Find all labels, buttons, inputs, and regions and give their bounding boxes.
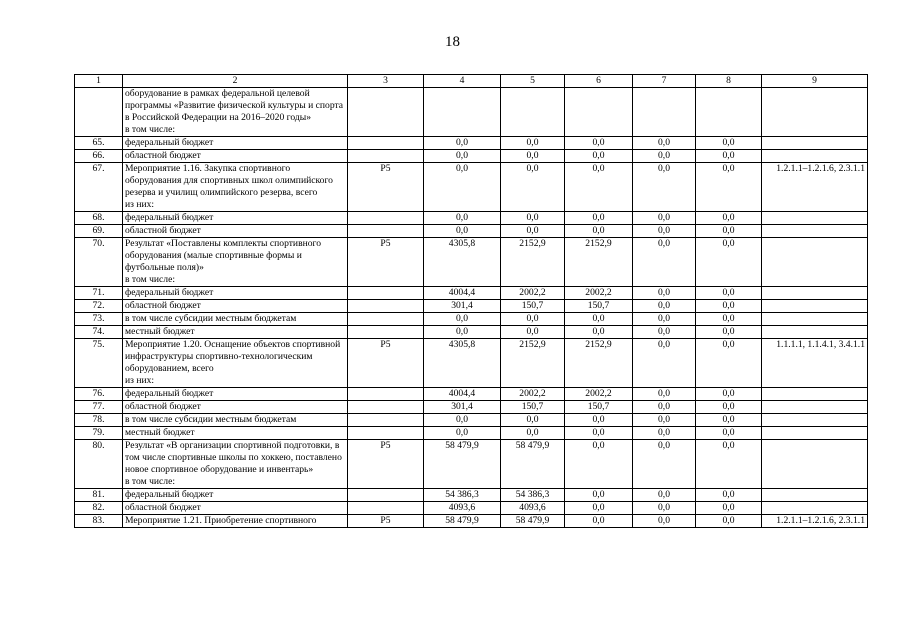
table-row	[75, 238, 868, 287]
row-year-2: 0,0	[565, 313, 633, 326]
row-indicators	[762, 326, 868, 339]
row-total: 0,0	[424, 163, 501, 212]
table-row	[75, 212, 868, 225]
row-indicators	[762, 137, 868, 150]
row-year-3: 0,0	[633, 163, 696, 212]
row-indicators: 1.2.1.1–1.2.1.6, 2.3.1.1	[762, 163, 868, 212]
row-description: областной бюджет	[123, 502, 348, 515]
row-code	[348, 388, 424, 401]
row-description: Мероприятие 1.21. Приобретение спортивного	[123, 515, 348, 528]
row-year-1: 2152,9	[501, 238, 565, 287]
budget-table	[74, 74, 868, 528]
row-year-3: 0,0	[633, 489, 696, 502]
row-code: Р5	[348, 163, 424, 212]
row-description: федеральный бюджет	[123, 388, 348, 401]
row-year-1: 2002,2	[501, 287, 565, 300]
table-row	[75, 225, 868, 238]
row-year-1: 2002,2	[501, 388, 565, 401]
row-number: 79.	[75, 427, 123, 440]
row-number: 69.	[75, 225, 123, 238]
row-description: федеральный бюджет	[123, 212, 348, 225]
row-number: 72.	[75, 300, 123, 313]
table-row	[75, 502, 868, 515]
row-total: 4305,8	[424, 238, 501, 287]
row-year-3: 0,0	[633, 287, 696, 300]
row-indicators	[762, 150, 868, 163]
row-year-3: 0,0	[633, 225, 696, 238]
table-row	[75, 313, 868, 326]
row-year-1: 0,0	[501, 150, 565, 163]
table-row	[75, 489, 868, 502]
row-year-4: 0,0	[696, 339, 762, 388]
row-year-3: 0,0	[633, 339, 696, 388]
row-year-1: 2152,9	[501, 339, 565, 388]
table-row	[75, 339, 868, 388]
row-year-2: 0,0	[565, 515, 633, 528]
row-year-3: 0,0	[633, 212, 696, 225]
row-number: 83.	[75, 515, 123, 528]
row-description: в том числе субсидии местным бюджетам	[123, 313, 348, 326]
row-number: 68.	[75, 212, 123, 225]
row-code	[348, 300, 424, 313]
row-year-3: 0,0	[633, 326, 696, 339]
row-number	[75, 88, 123, 137]
row-indicators	[762, 88, 868, 137]
row-code	[348, 326, 424, 339]
row-description: областной бюджет	[123, 300, 348, 313]
row-year-2: 2002,2	[565, 287, 633, 300]
row-year-1: 150,7	[501, 401, 565, 414]
row-total: 4093,6	[424, 502, 501, 515]
row-number: 77.	[75, 401, 123, 414]
row-description: Мероприятие 1.16. Закупка спортивного оборудования для спортивных школ олимпийского резерва и училищ олимпийского резерва, всего из них:	[123, 163, 348, 212]
row-year-3: 0,0	[633, 440, 696, 489]
table-row	[75, 150, 868, 163]
row-year-3: 0,0	[633, 313, 696, 326]
header-cell: 2	[123, 75, 348, 88]
row-year-2: 0,0	[565, 225, 633, 238]
row-description: областной бюджет	[123, 225, 348, 238]
table-row	[75, 326, 868, 339]
row-number: 65.	[75, 137, 123, 150]
row-year-4: 0,0	[696, 212, 762, 225]
row-number: 80.	[75, 440, 123, 489]
table-row	[75, 300, 868, 313]
table-row	[75, 287, 868, 300]
row-year-2: 2002,2	[565, 388, 633, 401]
row-total: 0,0	[424, 427, 501, 440]
row-year-1: 0,0	[501, 225, 565, 238]
row-number: 81.	[75, 489, 123, 502]
row-number: 71.	[75, 287, 123, 300]
row-indicators	[762, 238, 868, 287]
row-year-2: 0,0	[565, 414, 633, 427]
row-description: местный бюджет	[123, 326, 348, 339]
table-row	[75, 427, 868, 440]
header-cell: 5	[501, 75, 565, 88]
row-code: Р5	[348, 339, 424, 388]
row-description: федеральный бюджет	[123, 489, 348, 502]
header-row	[75, 75, 868, 88]
row-year-1: 0,0	[501, 137, 565, 150]
row-indicators	[762, 212, 868, 225]
row-total: 301,4	[424, 300, 501, 313]
row-number: 66.	[75, 150, 123, 163]
row-year-3: 0,0	[633, 238, 696, 287]
row-year-2: 0,0	[565, 150, 633, 163]
row-year-1: 4093,6	[501, 502, 565, 515]
row-year-1: 0,0	[501, 427, 565, 440]
row-year-4: 0,0	[696, 427, 762, 440]
row-number: 82.	[75, 502, 123, 515]
row-total: 0,0	[424, 326, 501, 339]
row-indicators	[762, 414, 868, 427]
row-year-4: 0,0	[696, 225, 762, 238]
table-row	[75, 163, 868, 212]
row-code	[348, 212, 424, 225]
row-code: Р5	[348, 440, 424, 489]
row-year-2: 150,7	[565, 401, 633, 414]
row-year-1: 0,0	[501, 326, 565, 339]
header-cell: 6	[565, 75, 633, 88]
row-year-2: 0,0	[565, 489, 633, 502]
row-year-3: 0,0	[633, 150, 696, 163]
row-year-4: 0,0	[696, 137, 762, 150]
row-code	[348, 401, 424, 414]
row-code	[348, 150, 424, 163]
row-indicators	[762, 440, 868, 489]
row-total: 58 479,9	[424, 440, 501, 489]
row-total: 0,0	[424, 137, 501, 150]
row-code	[348, 414, 424, 427]
row-number: 75.	[75, 339, 123, 388]
header-cell: 4	[424, 75, 501, 88]
row-total: 4004,4	[424, 388, 501, 401]
row-number: 73.	[75, 313, 123, 326]
row-year-2: 0,0	[565, 163, 633, 212]
row-year-1: 0,0	[501, 212, 565, 225]
row-year-4: 0,0	[696, 287, 762, 300]
row-number: 67.	[75, 163, 123, 212]
row-year-4: 0,0	[696, 440, 762, 489]
row-year-2: 0,0	[565, 502, 633, 515]
row-year-4: 0,0	[696, 414, 762, 427]
row-year-3: 0,0	[633, 427, 696, 440]
row-code	[348, 313, 424, 326]
row-year-4: 0,0	[696, 515, 762, 528]
row-code	[348, 489, 424, 502]
row-year-3: 0,0	[633, 414, 696, 427]
table-row	[75, 414, 868, 427]
row-total: 0,0	[424, 225, 501, 238]
row-total: 4305,8	[424, 339, 501, 388]
row-year-1: 58 479,9	[501, 515, 565, 528]
header-cell: 1	[75, 75, 123, 88]
row-description: федеральный бюджет	[123, 137, 348, 150]
table-row	[75, 401, 868, 414]
table-row	[75, 388, 868, 401]
row-year-2	[565, 88, 633, 137]
row-code	[348, 225, 424, 238]
page-number: 18	[445, 34, 460, 50]
row-indicators	[762, 388, 868, 401]
row-year-2: 0,0	[565, 440, 633, 489]
row-indicators	[762, 427, 868, 440]
row-indicators: 1.2.1.1–1.2.1.6, 2.3.1.1	[762, 515, 868, 528]
row-year-2: 0,0	[565, 212, 633, 225]
row-total: 0,0	[424, 212, 501, 225]
row-number: 74.	[75, 326, 123, 339]
row-year-2: 0,0	[565, 326, 633, 339]
row-indicators	[762, 313, 868, 326]
row-year-3: 0,0	[633, 401, 696, 414]
row-indicators	[762, 401, 868, 414]
row-year-2: 0,0	[565, 427, 633, 440]
row-description: оборудование в рамках федеральной целевой программы «Развитие физической культуры и спорта в Российской Федерации на 2016–2020 годы» в том числе:	[123, 88, 348, 137]
row-number: 78.	[75, 414, 123, 427]
row-indicators	[762, 300, 868, 313]
row-year-4: 0,0	[696, 401, 762, 414]
row-total: 4004,4	[424, 287, 501, 300]
row-year-2: 150,7	[565, 300, 633, 313]
row-code	[348, 502, 424, 515]
row-code: Р5	[348, 515, 424, 528]
header-cell: 3	[348, 75, 424, 88]
row-year-3: 0,0	[633, 502, 696, 515]
row-year-1: 0,0	[501, 163, 565, 212]
row-year-4: 0,0	[696, 388, 762, 401]
row-year-3: 0,0	[633, 300, 696, 313]
row-year-2: 2152,9	[565, 339, 633, 388]
row-year-1: 0,0	[501, 313, 565, 326]
row-total: 54 386,3	[424, 489, 501, 502]
header-cell: 8	[696, 75, 762, 88]
row-indicators: 1.1.1.1, 1.1.4.1, 3.4.1.1	[762, 339, 868, 388]
row-code: Р5	[348, 238, 424, 287]
row-year-4: 0,0	[696, 238, 762, 287]
row-indicators	[762, 287, 868, 300]
row-description: Мероприятие 1.20. Оснащение объектов спортивной инфраструктуры спортивно-технологическим оборудованием, всего из них:	[123, 339, 348, 388]
table-row	[75, 440, 868, 489]
row-description: областной бюджет	[123, 401, 348, 414]
row-year-1: 54 386,3	[501, 489, 565, 502]
row-total: 58 479,9	[424, 515, 501, 528]
table-row	[75, 137, 868, 150]
row-year-3: 0,0	[633, 388, 696, 401]
row-code	[348, 137, 424, 150]
row-number: 70.	[75, 238, 123, 287]
row-year-2: 2152,9	[565, 238, 633, 287]
row-year-1: 150,7	[501, 300, 565, 313]
row-year-4: 0,0	[696, 300, 762, 313]
row-code	[348, 287, 424, 300]
row-year-4	[696, 88, 762, 137]
row-indicators	[762, 489, 868, 502]
row-total: 0,0	[424, 150, 501, 163]
row-code	[348, 427, 424, 440]
row-description: федеральный бюджет	[123, 287, 348, 300]
row-year-3: 0,0	[633, 515, 696, 528]
row-description: областной бюджет	[123, 150, 348, 163]
row-number: 76.	[75, 388, 123, 401]
row-description: Результат «Поставлены комплекты спортивного оборудования (малые спортивные формы и футбольные поля)» в том числе:	[123, 238, 348, 287]
row-description: Результат «В организации спортивной подготовки, в том числе спортивные школы по хоккею, поставлено новое спортивное оборудование и инвентарь» в том числе:	[123, 440, 348, 489]
row-year-3	[633, 88, 696, 137]
table-body	[75, 88, 868, 528]
row-year-4: 0,0	[696, 502, 762, 515]
row-year-1: 0,0	[501, 414, 565, 427]
row-year-2: 0,0	[565, 137, 633, 150]
row-code	[348, 88, 424, 137]
row-year-3: 0,0	[633, 137, 696, 150]
row-total: 301,4	[424, 401, 501, 414]
row-description: в том числе субсидии местным бюджетам	[123, 414, 348, 427]
row-total: 0,0	[424, 313, 501, 326]
header-cell: 7	[633, 75, 696, 88]
row-total	[424, 88, 501, 137]
row-total: 0,0	[424, 414, 501, 427]
row-year-4: 0,0	[696, 313, 762, 326]
row-description: местный бюджет	[123, 427, 348, 440]
row-year-4: 0,0	[696, 489, 762, 502]
row-year-4: 0,0	[696, 163, 762, 212]
row-year-1: 58 479,9	[501, 440, 565, 489]
row-indicators	[762, 502, 868, 515]
row-year-4: 0,0	[696, 326, 762, 339]
table-row	[75, 88, 868, 137]
row-indicators	[762, 225, 868, 238]
header-cell: 9	[762, 75, 868, 88]
table-row	[75, 515, 868, 528]
row-year-1	[501, 88, 565, 137]
row-year-4: 0,0	[696, 150, 762, 163]
